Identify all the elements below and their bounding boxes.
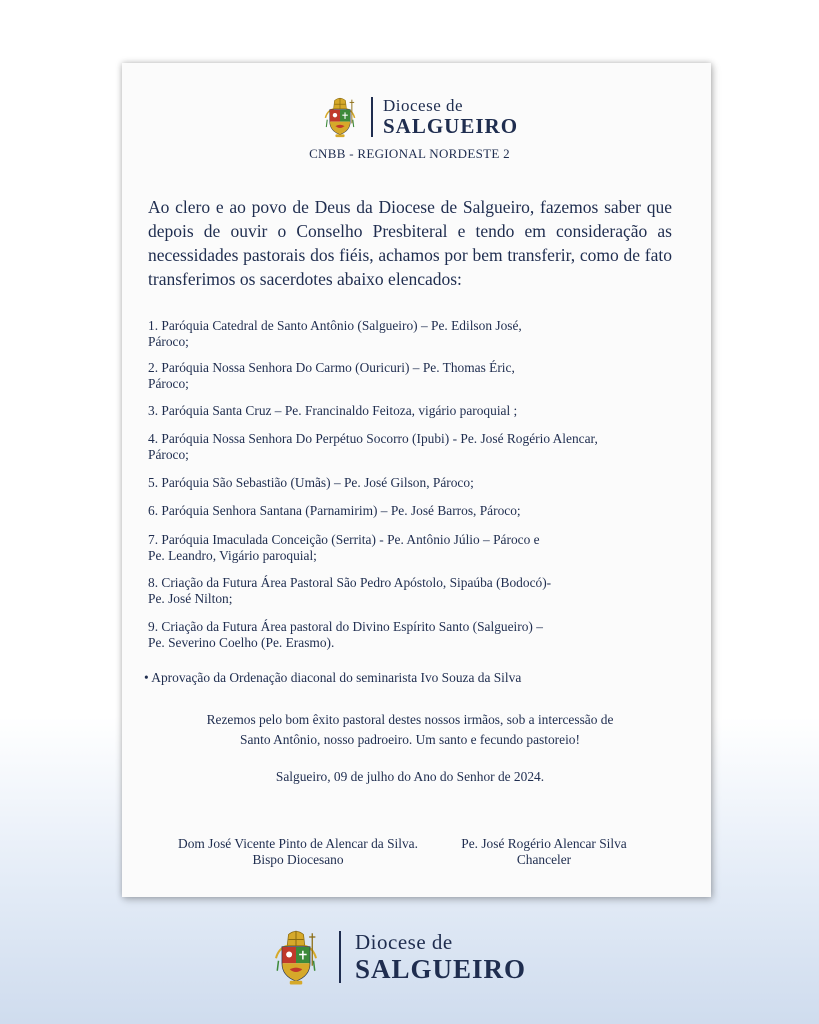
list-item-line-1: 9. Criação da Futura Área pastoral do Divino Espírito Santo (Salgueiro) –: [148, 619, 543, 634]
list-item-line-1: 6. Paróquia Senhora Santana (Parnamirim) – Pe. José Barros, Pároco;: [148, 503, 521, 518]
closing-prayer: [150, 710, 670, 750]
logo-divider: [371, 97, 373, 137]
diocese-logo-header: [321, 96, 518, 138]
list-item-line-2: Pároco;: [148, 446, 189, 462]
diocese-logo-footer: [271, 928, 526, 986]
signature-role: Bispo Diocesano: [252, 852, 344, 867]
signature-chancellor: [446, 836, 642, 868]
logo-divider: [339, 931, 341, 983]
list-item: [148, 532, 688, 563]
signature-bishop: [160, 836, 436, 868]
list-item-line-1: 7. Paróquia Imaculada Conceição (Serrita) - Pe. Antônio Júlio – Pároco e: [148, 532, 540, 547]
prayer-line-1: Rezemos pelo bom êxito pastoral destes nossos irmãos, sob a intercessão de: [206, 712, 614, 727]
ordination-note: • Aprovação da Ordenação diaconal do seminarista Ivo Souza da Silva: [144, 670, 522, 685]
list-item: [148, 318, 688, 349]
list-item-line-1: 5. Paróquia São Sebastião (Umãs) – Pe. José Gilson, Pároco;: [148, 475, 474, 490]
list-item-line-1: 3. Paróquia Santa Cruz – Pe. Francinaldo Feitoza, vigário paroquial ;: [148, 403, 518, 418]
signature-name: Pe. José Rogério Alencar Silva: [461, 836, 627, 851]
intro-paragraph: Ao clero e ao povo de Deus da Diocese de Salgueiro, fazemos saber que depois de ouvir o Conselho Presbiteral e tendo em consideração as necessidades pastorais dos fiéis, achamos por bem transferir, como de fato transferimos os sacerdotes abaixo elencados:: [148, 197, 672, 289]
prayer-line-2: Santo Antônio, nosso padroeiro. Um santo e fecundo pastoreio!: [240, 732, 580, 747]
list-item-line-1: 2. Paróquia Nossa Senhora Do Carmo (Ouricuri) – Pe. Thomas Éric,: [148, 360, 515, 375]
list-item-line-2: Pe. Severino Coelho (Pe. Erasmo).: [148, 634, 335, 650]
list-item-line-2: Pároco;: [148, 375, 189, 391]
list-item: [148, 619, 688, 650]
list-item: [148, 575, 688, 606]
list-item: [148, 431, 688, 462]
list-item-line-2: Pe. José Nilton;: [148, 590, 233, 606]
list-item: [148, 360, 688, 391]
place-and-date: Salgueiro, 09 de julho do Ano do Senhor de 2024.: [275, 769, 545, 784]
list-item-line-1: 8. Criação da Futura Área Pastoral São Pedro Apóstolo, Sipaúba (Bodocó)-: [148, 575, 552, 590]
list-item-line-1: 1. Paróquia Catedral de Santo Antônio (Salgueiro) – Pe. Edilson José,: [148, 318, 522, 333]
logo-line-1: Diocese de: [383, 96, 464, 115]
list-item-line-1: 4. Paróquia Nossa Senhora Do Perpétuo Socorro (Ipubi) - Pe. José Rogério Alencar,: [148, 431, 598, 446]
logo-wordmark: [383, 97, 518, 137]
logo-line-2: SALGUEIRO: [383, 114, 519, 138]
list-item-line-2: Pároco;: [148, 333, 189, 349]
list-item: [148, 475, 688, 491]
logo-wordmark: [355, 930, 526, 984]
signature-role: Chanceler: [516, 852, 572, 867]
logo-line-1: Diocese de: [355, 930, 453, 954]
regional-subtitle: CNBB - REGIONAL NORDESTE 2: [309, 146, 510, 161]
list-item: [148, 403, 688, 419]
logo-line-2: SALGUEIRO: [355, 954, 527, 984]
diocese-coat-of-arms-icon: [321, 96, 359, 138]
diocese-coat-of-arms-icon: [271, 928, 321, 986]
signature-name: Dom José Vicente Pinto de Alencar da Silva.: [178, 836, 418, 851]
list-item: [148, 503, 688, 519]
list-item-line-2: Pe. Leandro, Vigário paroquial;: [148, 547, 317, 563]
